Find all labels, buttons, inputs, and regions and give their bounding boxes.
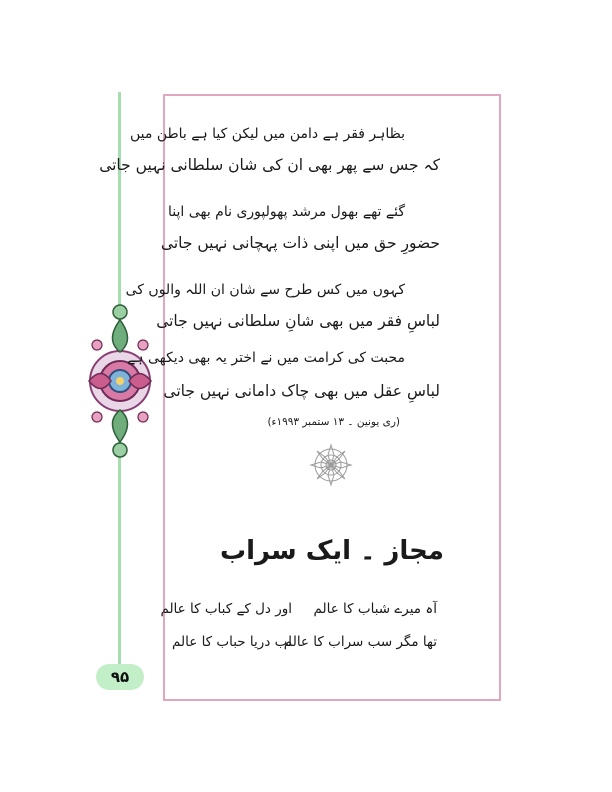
stanza-4-line-2: لباسِ عقل میں بھی چاک دامانی نہیں جاتی (163, 382, 440, 400)
date-note: (ری یونین ۔ ۱۳ ستمبر ۱۹۹۳ء) (267, 416, 400, 428)
couplet-1-right: آہ میرے شباب کا عالم (313, 601, 437, 617)
rosette-icon (308, 442, 354, 488)
stanza-4-line-1: محبت کی کرامت میں نے اختر یہ بھی دیکھی ہے (127, 350, 405, 366)
floral-ornament-icon (83, 300, 157, 462)
couplet-1-left: اور دل کے کباب کا عالم (160, 601, 292, 617)
stanza-3-line-1: کہوں میں کس طرح سے شان ان اللہ والوں کی (125, 282, 405, 298)
page-number: ۹۵ (96, 664, 144, 690)
couplet-2-left: لب دریا حباب کا عالم (172, 634, 292, 650)
stanza-2-line-2: حضورِ حق میں اپنی ذات پہچانی نہیں جاتی (160, 234, 440, 252)
couplet-2-right: تھا مگر سب سراب کا عالم (283, 634, 437, 650)
stanza-2-line-1: گئے تھے بھول مرشد پھولپوری نام بھی اپنا (167, 204, 405, 220)
section-title: مجاز ۔ ایک سراب (219, 536, 445, 566)
stanza-3-line-2: لباسِ فقر میں بھی شانِ سلطانی نہیں جاتی (156, 312, 440, 330)
stanza-1-line-2: کہ جس سے پھر بھی ان کی شان سلطانی نہیں جاتی (99, 156, 440, 174)
stanza-1-line-1: بظاہر فقر ہے دامن میں لیکن کیا ہے باطن میں (130, 126, 405, 142)
